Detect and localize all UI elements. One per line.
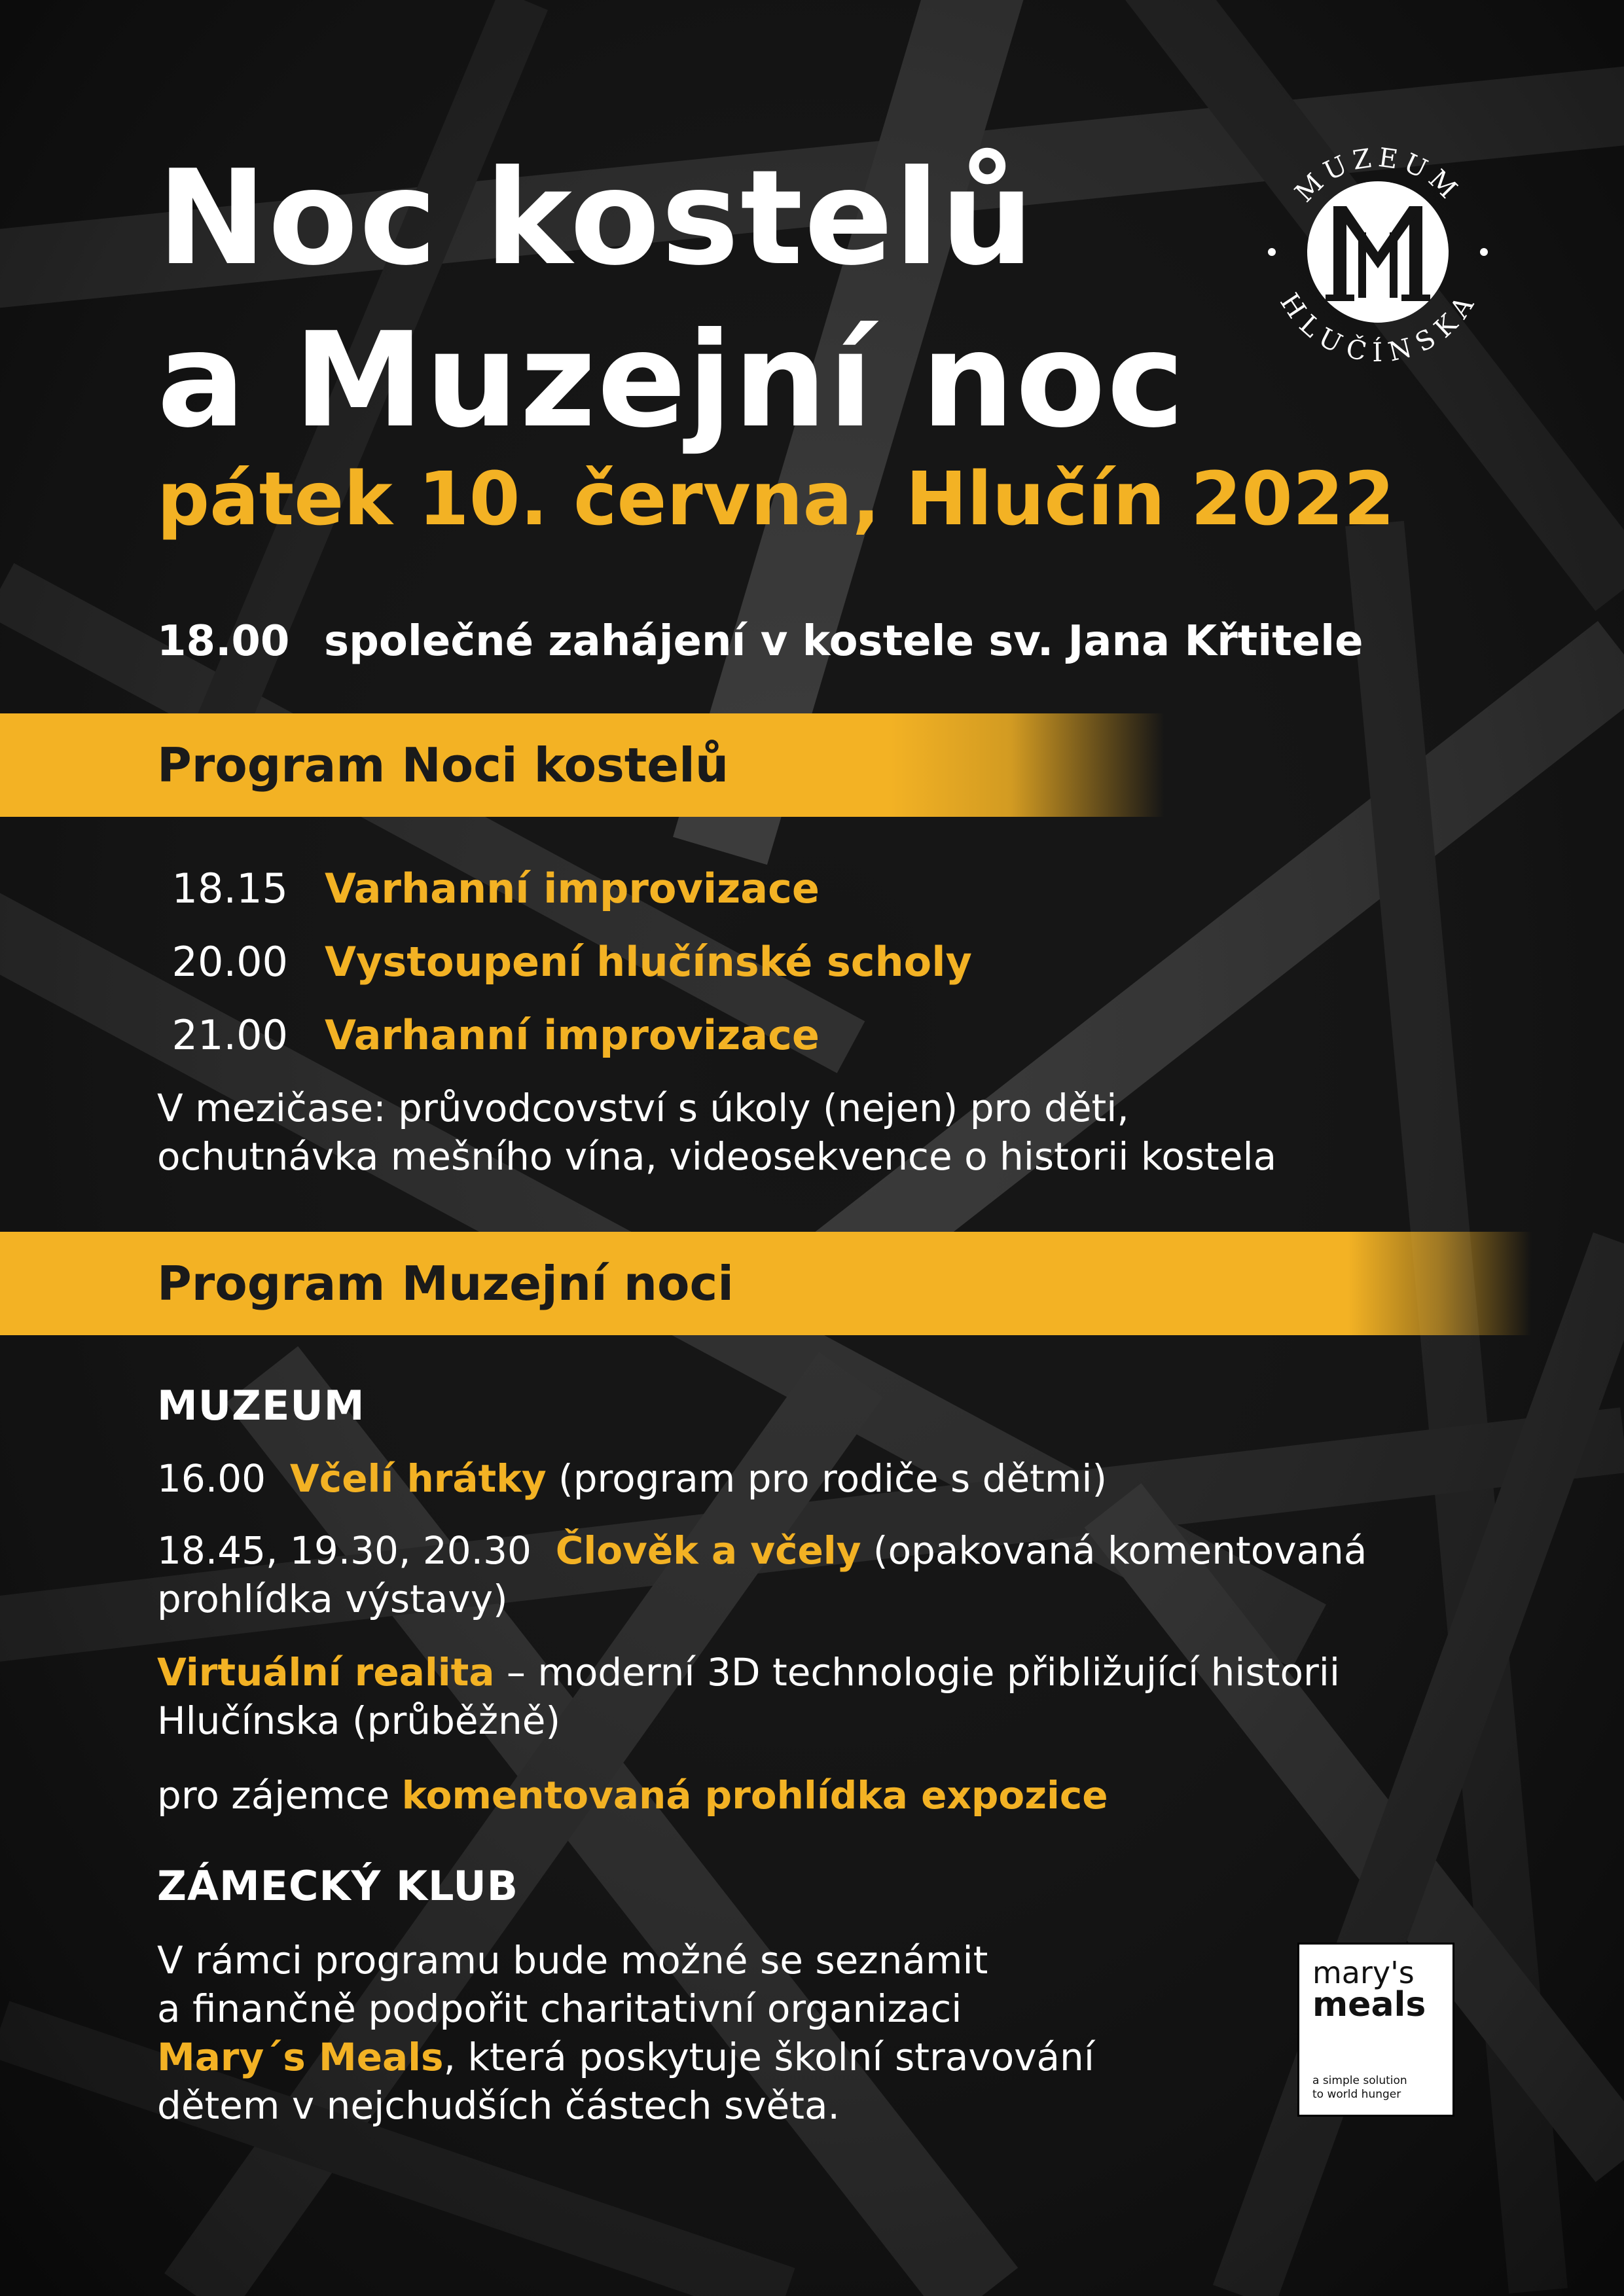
muzeum-hlucinska-logo [1260, 134, 1496, 370]
item-detail: (opakovaná komentovaná [861, 1528, 1367, 1573]
museum-item [157, 1771, 1108, 1820]
church-program-item [157, 863, 820, 915]
museum-item [157, 1526, 1367, 1623]
church-program-note [157, 1084, 1276, 1181]
item-name: Virtuální realita [157, 1650, 495, 1695]
church-program-heading: Program Noci kostelů [157, 738, 729, 793]
title-line-1: Noc kostelů [157, 142, 1036, 295]
item-detail-line-2: Hlučínska (průběžně) [157, 1698, 561, 1743]
museum-section-heading: MUZEUM [157, 1382, 365, 1429]
title-line-2: a Muzejní noc [157, 304, 1186, 457]
church-program-item [157, 936, 972, 988]
item-name: Člověk a včely [555, 1528, 861, 1573]
logo-line-2: meals [1312, 1985, 1426, 2024]
opening-time: 18.00 [157, 617, 290, 666]
tagline-line-2: to world hunger [1312, 2088, 1401, 2101]
item-time: 20.00 [171, 938, 288, 986]
club-description [157, 1936, 1094, 2130]
item-name: Varhanní improvizace [325, 865, 820, 912]
event-date-subtitle: pátek 10. června, Hlučín 2022 [157, 457, 1395, 542]
item-time: 16.00 [157, 1456, 266, 1501]
item-detail: (program pro rodiče s dětmi) [546, 1456, 1108, 1501]
museum-program-band [0, 1232, 1532, 1335]
museum-program-heading: Program Muzejní noci [157, 1256, 734, 1311]
item-name: Včelí hrátky [289, 1456, 547, 1501]
item-prefix: pro zájemce [157, 1773, 402, 1818]
club-line-4: dětem v nejchudších částech světa. [157, 2083, 840, 2128]
logo-tagline [1312, 2074, 1443, 2102]
item-detail-line-2: prohlídka výstavy) [157, 1577, 508, 1621]
item-time: 18.45, 19.30, 20.30 [157, 1528, 532, 1573]
charity-name: Mary´s Meals [157, 2035, 444, 2079]
item-detail: – moderní 3D technologie přibližující historii [494, 1650, 1341, 1695]
item-name: komentovaná prohlídka expozice [401, 1773, 1108, 1818]
logo-line-1: mary's [1312, 1955, 1415, 1990]
church-program-item [157, 1009, 820, 1062]
opening-row [157, 615, 1363, 668]
museum-item [157, 1454, 1107, 1503]
church-program-band [0, 713, 1532, 817]
note-line-2: ochutnávka mešního vína, videosekvence o historii kostela [157, 1134, 1277, 1179]
club-line-2: a finančně podpořit charitativní organizaci [157, 1986, 962, 2031]
club-line-3: , která poskytuje školní stravování [443, 2035, 1094, 2079]
club-line-1: V rámci programu bude možné se seznámit [157, 1938, 988, 1982]
page-title [157, 137, 1186, 462]
club-section-heading: ZÁMECKÝ KLUB [157, 1862, 518, 1910]
museum-item [157, 1648, 1340, 1745]
item-name: Vystoupení hlučínské scholy [325, 938, 972, 986]
logo-top-text: MUZEUM [1289, 143, 1467, 208]
note-line-1: V mezičase: průvodcovství s úkoly (nejen) pro děti, [157, 1086, 1129, 1130]
opening-text: společné zahájení v kostele sv. Jana Křtitele [324, 617, 1363, 666]
logo-bottom-text: HLUČÍNSKA [1274, 287, 1482, 368]
item-time: 18.15 [171, 865, 288, 912]
item-name: Varhanní improvizace [325, 1011, 820, 1059]
item-time: 21.00 [171, 1011, 288, 1059]
marys-meals-logo [1297, 1943, 1454, 2117]
tagline-line-1: a simple solution [1312, 2074, 1407, 2087]
